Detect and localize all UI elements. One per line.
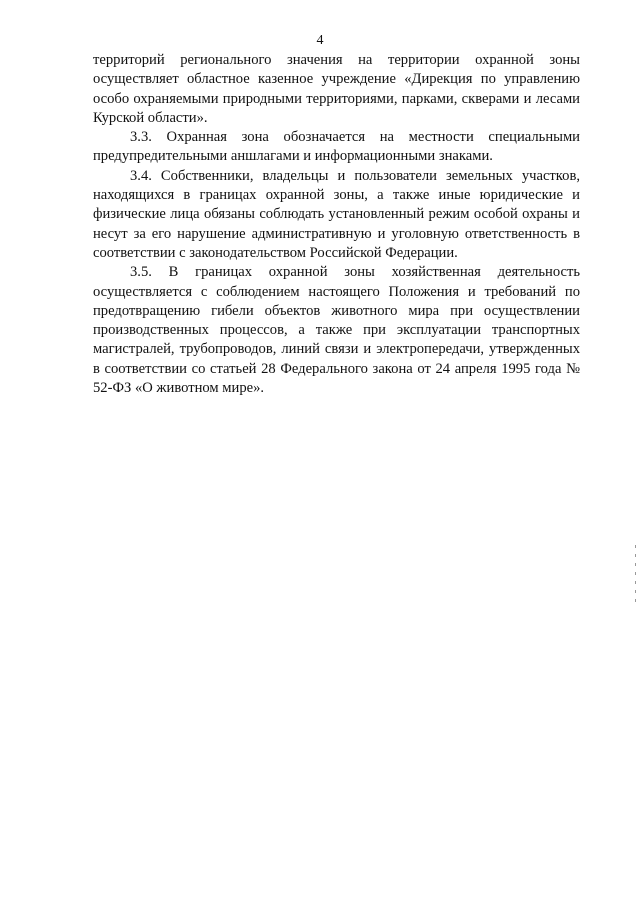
document-body — [93, 51, 580, 398]
paragraph-3-4: 3.4. Собственники, владельцы и пользователи земельных участков, находящихся в границах охранной зоны, а также иные юридические и физические лица обязаны соблюдать установленный режим особой охраны и несут за его нарушение административную и уголовную ответственность в соответствии с законодательством Российской Федерации. — [93, 167, 580, 261]
paragraph-continuation: территорий регионального значения на территории охранной зоны осуществляет областное казенное учреждение «Дирекция по управлению особо охраняемыми природными территориями, парками, скверами и лесами Курской области». — [93, 52, 580, 126]
paragraph-3-5: 3.5. В границах охранной зоны хозяйственная деятельность осуществляется с соблюдением настоящего Положения и требований по предотвращению гибели объектов животного мира при осуществлении производственных процессов, а также при эксплуатации транспортных магистралей, трубопроводов, линий связи и электропередачи, утвержденных в соответствии со статьей 28 Федерального закона от 24 апреля 1995 года № 52-ФЗ «О животном мире». — [93, 264, 580, 397]
scan-edge-mark — [635, 545, 636, 605]
paragraph-3-3: 3.3. Охранная зона обозначается на местности специальными предупредительными аншлагами и информационными знаками. — [93, 129, 580, 165]
page-number: 4 — [316, 33, 324, 48]
